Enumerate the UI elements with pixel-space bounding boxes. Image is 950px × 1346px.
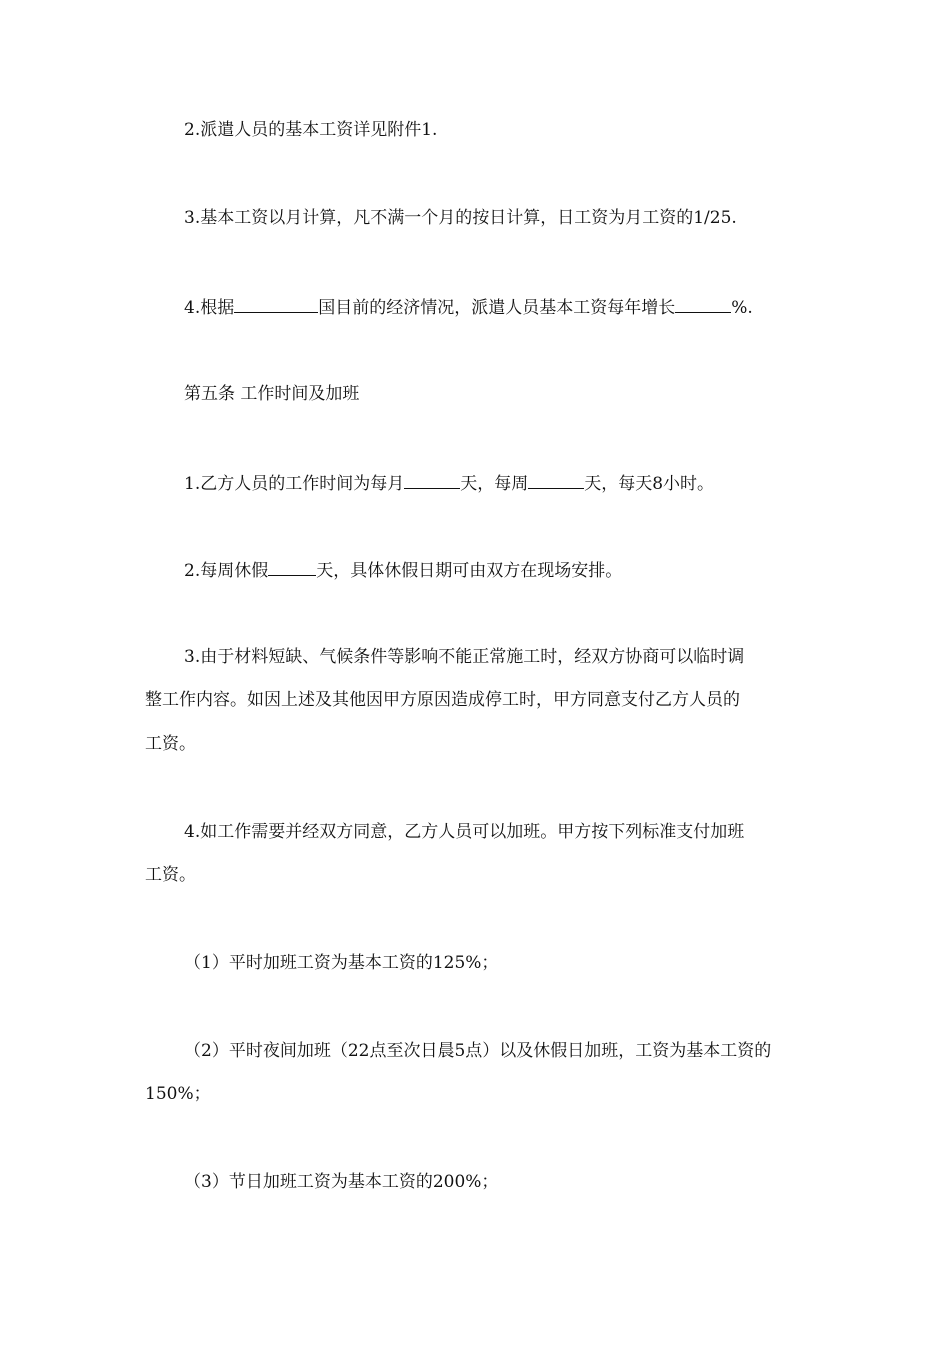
article-5-item-1 — [184, 470, 714, 496]
a5-item-1-suffix: 天，每天8小时。 — [584, 474, 715, 494]
fill-blank-days-per-week[interactable] — [528, 470, 584, 489]
overtime-rule-1: （1）平时加班工资为基本工资的125%； — [184, 953, 499, 973]
fill-blank-growth-rate[interactable] — [675, 294, 731, 313]
clause-item-2: 2.派遣人员的基本工资详见附件1. — [184, 120, 438, 140]
article-5-item-3-line-1: 3.由于材料短缺、气候条件等影响不能正常施工时，经双方协商可以临时调 — [184, 647, 745, 667]
article-5-item-4-line-2: 工资。 — [145, 865, 196, 885]
fill-blank-days-per-month[interactable] — [404, 470, 460, 489]
a5-item-2-prefix: 2.每周休假 — [184, 561, 269, 581]
article-5-item-2 — [184, 557, 622, 583]
fill-blank-country[interactable] — [234, 294, 318, 313]
clause-item-4-prefix: 4.根据 — [184, 298, 235, 318]
overtime-rule-3: （3）节日加班工资为基本工资的200%； — [184, 1172, 499, 1192]
overtime-rule-2-line-1: （2）平时夜间加班（22点至次日晨5点）以及休假日加班，工资为基本工资的 — [184, 1041, 772, 1061]
a5-item-1-middle: 天，每周 — [460, 474, 529, 494]
a5-item-2-suffix: 天，具体休假日期可由双方在现场安排。 — [316, 561, 623, 581]
clause-item-4-middle: 国目前的经济情况，派遣人员基本工资每年增长 — [318, 298, 676, 318]
article-5-item-3-line-3: 工资。 — [145, 734, 196, 754]
article-5-item-4-line-1: 4.如工作需要并经双方同意，乙方人员可以加班。甲方按下列标准支付加班 — [184, 822, 745, 842]
article-5-heading: 第五条 工作时间及加班 — [184, 384, 360, 404]
article-5-item-3-line-2: 整工作内容。如因上述及其他因甲方原因造成停工时，甲方同意支付乙方人员的 — [145, 690, 740, 710]
clause-item-4-suffix: %. — [731, 298, 753, 318]
a5-item-1-prefix: 1.乙方人员的工作时间为每月 — [184, 474, 405, 494]
overtime-rule-2-line-2: 150%； — [145, 1084, 211, 1104]
clause-item-3: 3.基本工资以月计算，凡不满一个月的按日计算，日工资为月工资的1/25. — [184, 208, 737, 228]
fill-blank-rest-days[interactable] — [268, 557, 316, 576]
clause-item-4 — [184, 294, 753, 320]
